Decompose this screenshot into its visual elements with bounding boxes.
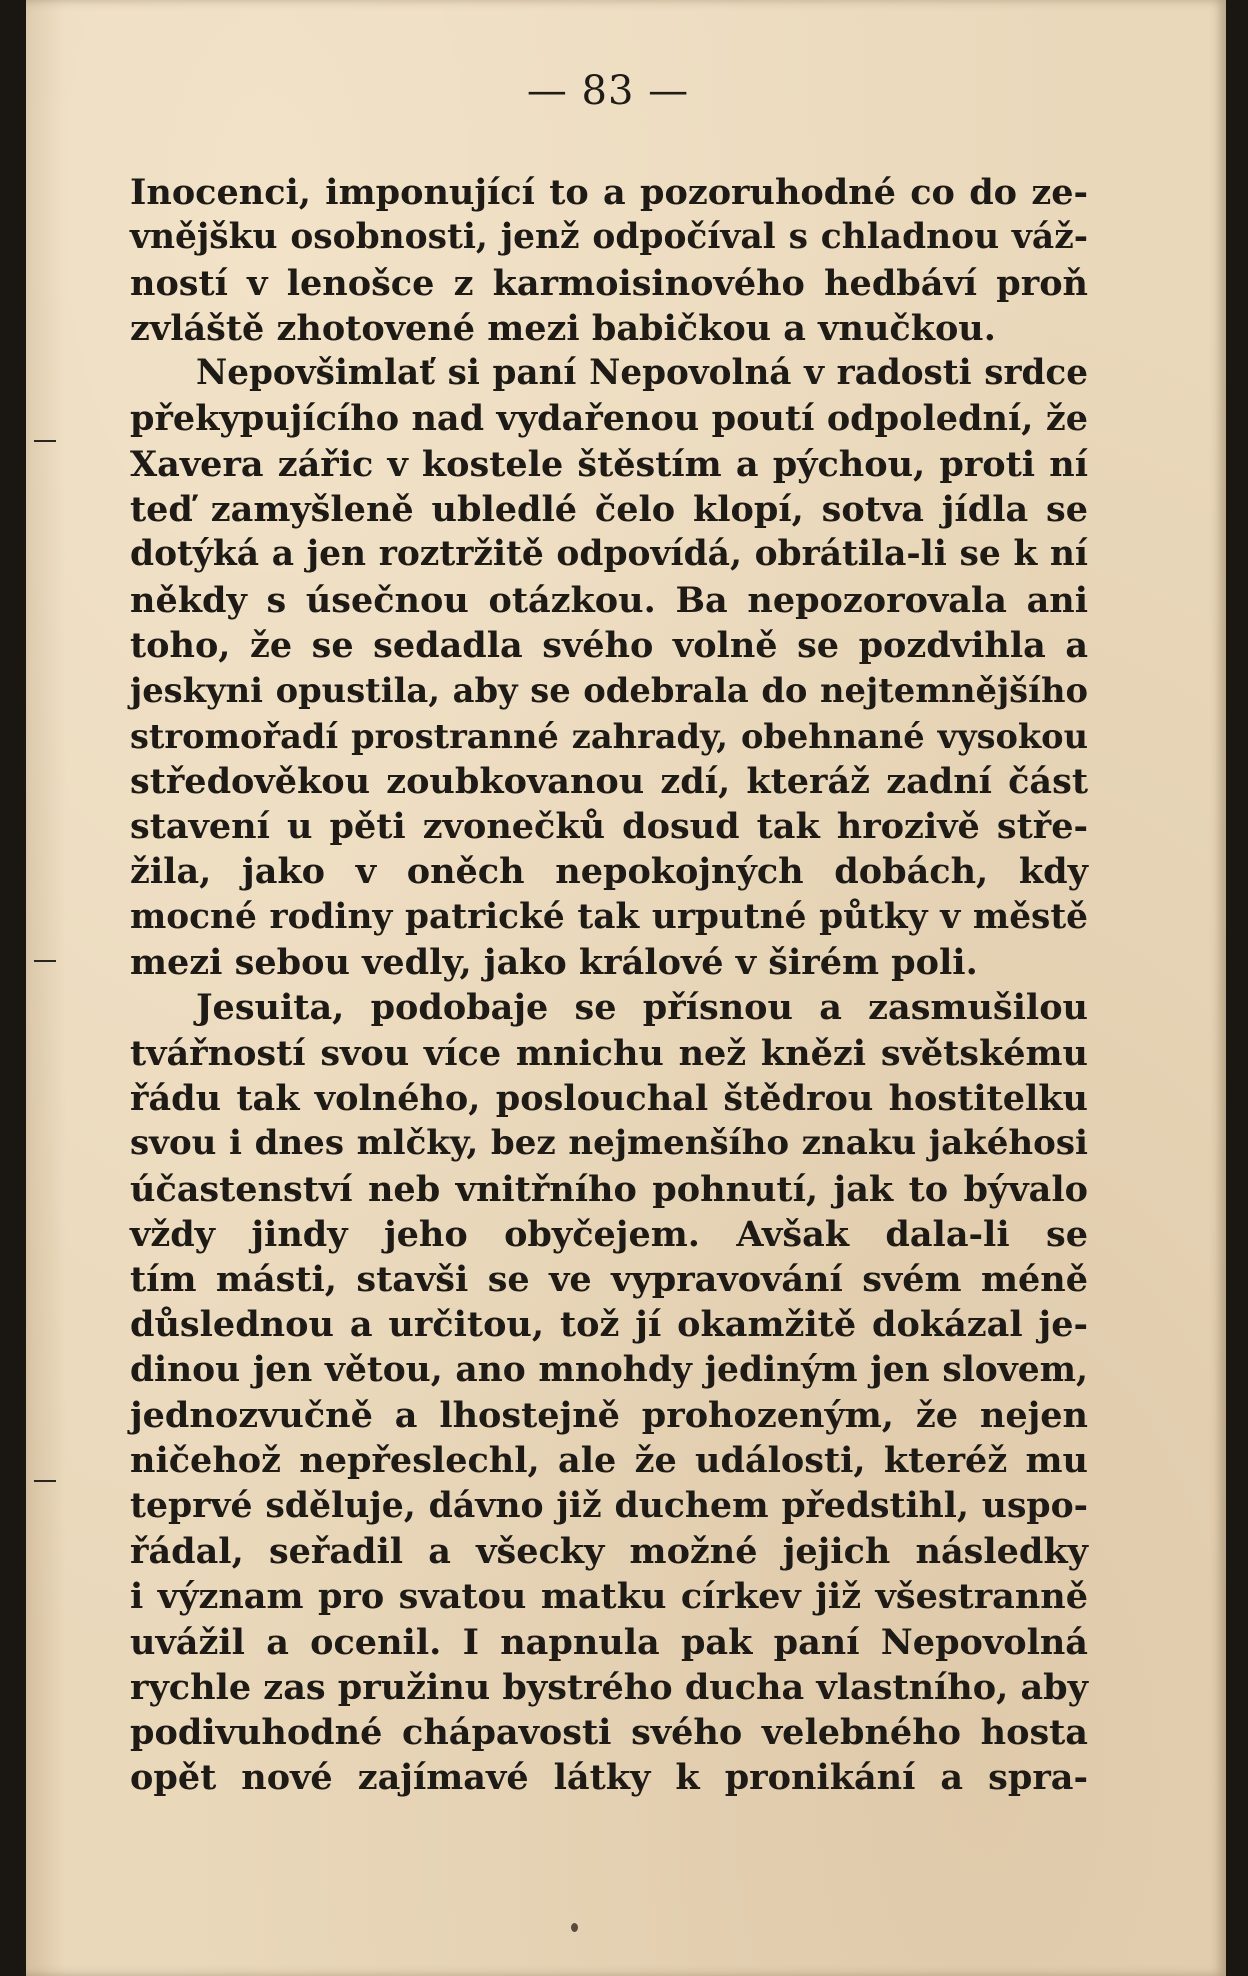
text-line: Jesuita, podobaje se přísnou a zasmušilou [196, 987, 1088, 1029]
spine-mark [34, 440, 56, 442]
text-line: Xavera zářic v kostele štěstím a pýchou, proti ní [130, 443, 1088, 485]
text-line: teprvé sděluje, dávno již duchem předstihl, uspo- [130, 1485, 1088, 1526]
text-line: zvláště zhotovené mezi babičkou a vnučkou. [130, 307, 996, 349]
text-line: vnějšku osobnosti, jenž odpočíval s chladnou váž- [130, 217, 1088, 258]
text-line: někdy s úsečnou otázkou. Ba nepozorovala ani [130, 579, 1088, 621]
text-line: dinou jen větou, ano mnohdy jediným jen slovem, [130, 1349, 1088, 1390]
text-line: řádu tak volného, poslouchal štědrou hostitelku [130, 1077, 1088, 1119]
text-line: Inocenci, imponující to a pozoruhodné co do ze- [130, 172, 1088, 213]
text-line: opět nové zajímavé látky k pronikání a spra- [130, 1757, 1088, 1799]
text-line: tím másti, stavši se ve vypravování svém méně [130, 1259, 1088, 1301]
text-line: jeskyni opustila, aby se odebrala do nejtemnějšího [130, 670, 1088, 711]
text-line: řádal, seřadil a všecky možné jejich následky [130, 1530, 1088, 1572]
spine-mark [34, 960, 56, 962]
text-line: překypujícího nad vydařenou poutí odpolední, že [130, 398, 1088, 440]
text-line: Nepovšimlať si paní Nepovolná v radosti srdce [196, 353, 1088, 394]
text-line: mezi sebou vedly, jako králové v širém poli. [130, 942, 978, 984]
text-line: svou i dnes mlčky, bez nejmenšího znaku jakéhosi [130, 1123, 1088, 1164]
page-number: — 83 — [526, 68, 690, 114]
book-page [26, 0, 1226, 1976]
text-line: stromořadí prostranné zahrady, obehnané vysokou [130, 715, 1088, 756]
text-line: teď zamyšleně ubledlé čelo klopí, sotva jídla se [130, 489, 1088, 531]
text-line: vždy jindy jeho obyčejem. Avšak dala-li se [130, 1213, 1088, 1255]
text-line: stavení u pěti zvonečků dosud tak hrozivě stře- [130, 806, 1088, 848]
ink-speck [571, 1923, 578, 1932]
text-line: účastenství neb vnitřního pohnutí, jak to bývalo [130, 1168, 1088, 1210]
text-line: uvážil a ocenil. I napnula pak paní Nepovolná [130, 1621, 1088, 1663]
text-line: jednozvučně a lhostejně prohozeným, že nejen [130, 1395, 1088, 1437]
text-line: ničehož nepřeslechl, ale že události, kteréž mu [130, 1440, 1088, 1482]
spine-mark [34, 1480, 56, 1482]
text-line: tvářností svou více mnichu než knězi světskému [130, 1032, 1088, 1074]
text-line: ností v lenošce z karmoisinového hedbáví proň [130, 262, 1088, 304]
text-line: středověkou zoubkovanou zdí, kteráž zadní část [130, 760, 1088, 802]
text-line: dotýká a jen roztržitě odpovídá, obrátila-li se k ní [130, 534, 1088, 575]
text-line: podivuhodné chápavosti svého velebného hosta [130, 1712, 1088, 1754]
text-line: i význam pro svatou matku církev již všestranně [130, 1576, 1088, 1618]
text-line: rychle zas pružinu bystrého ducha vlastního, aby [130, 1666, 1088, 1708]
text-line: důslednou a určitou, tož jí okamžitě dokázal je- [130, 1304, 1088, 1346]
text-line: mocné rodiny patrické tak urputné půtky v městě [130, 896, 1088, 937]
body-text [130, 170, 1088, 1801]
text-line: toho, že se sedadla svého volně se pozdvihla a [130, 624, 1088, 666]
text-line: žila, jako v oněch nepokojných dobách, kdy [130, 851, 1088, 893]
